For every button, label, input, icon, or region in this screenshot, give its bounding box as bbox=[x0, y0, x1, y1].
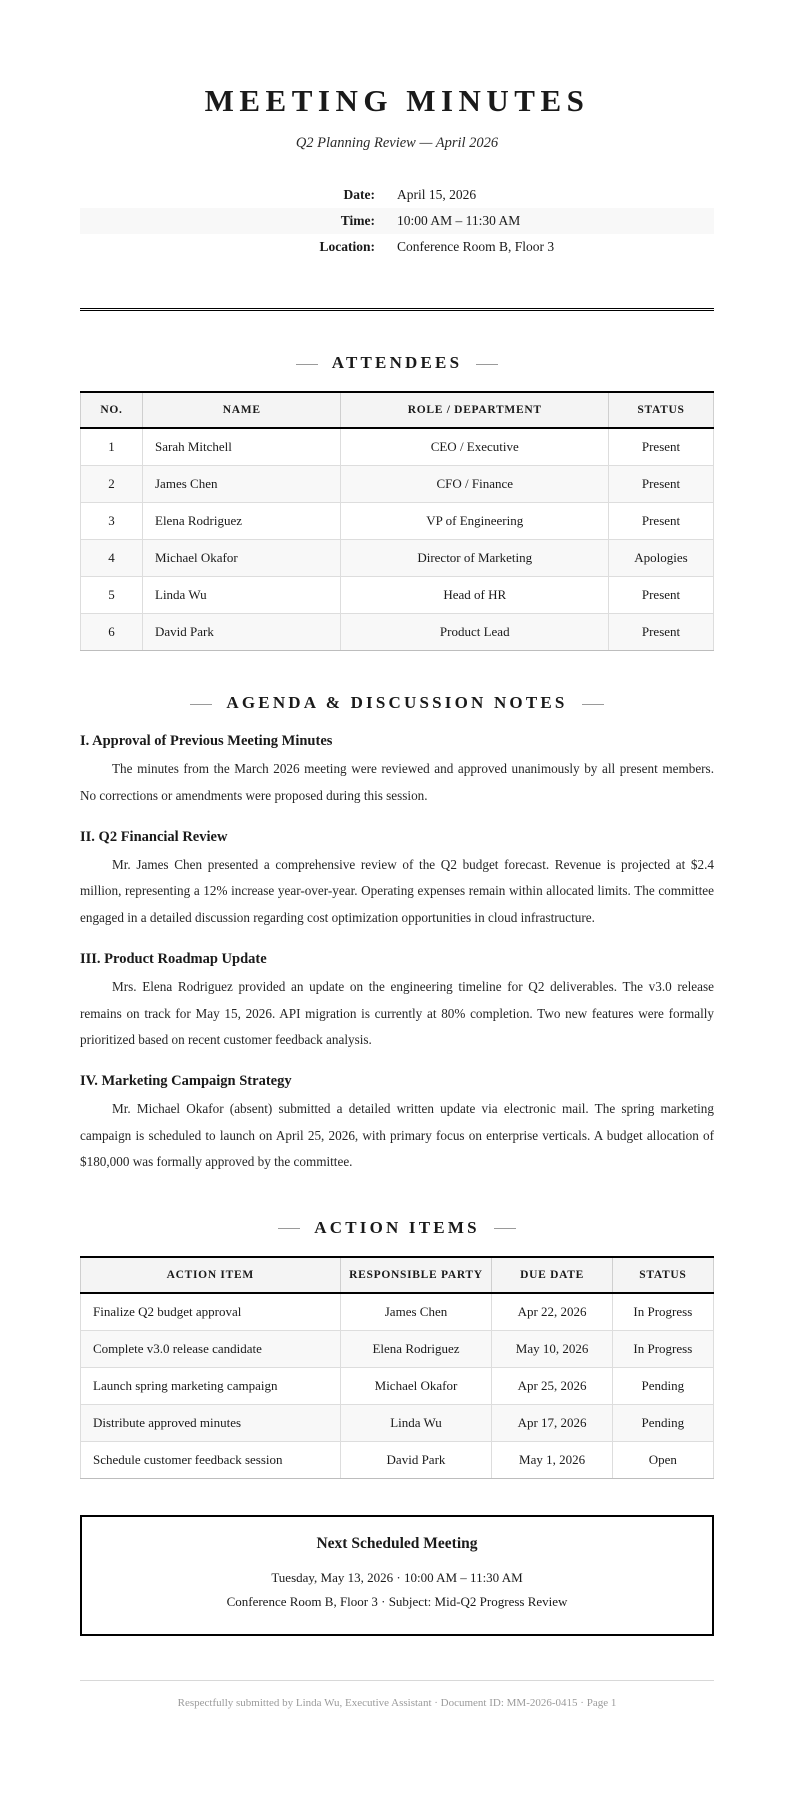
attendee-role: CFO / Finance bbox=[341, 466, 609, 503]
ornament-dash-right bbox=[476, 364, 498, 365]
attendee-role: VP of Engineering bbox=[341, 503, 609, 540]
agenda-item-title: II. Q2 Financial Review bbox=[80, 829, 228, 845]
table-row bbox=[81, 614, 714, 651]
ornament-dash-right bbox=[494, 1228, 516, 1229]
table-header-row bbox=[81, 392, 714, 428]
attendee-name: Sarah Mitchell bbox=[143, 428, 341, 466]
attendee-status: Present bbox=[609, 614, 714, 651]
action-item-party: Linda Wu bbox=[340, 1404, 492, 1441]
table-row bbox=[81, 1441, 714, 1478]
agenda-item bbox=[80, 951, 714, 1053]
action-item-party: David Park bbox=[340, 1441, 492, 1478]
meta-label-date: Date: bbox=[343, 187, 375, 203]
action-item-party: Michael Okafor bbox=[340, 1367, 492, 1404]
agenda-item-title: IV. Marketing Campaign Strategy bbox=[80, 1073, 292, 1090]
page-subtitle: Q2 Planning Review — April 2026 bbox=[295, 135, 499, 152]
ornament-dash-left bbox=[190, 704, 212, 705]
attendees-table bbox=[80, 391, 714, 651]
section-heading-attendees-label: ATTENDEES bbox=[331, 353, 463, 373]
agenda-item-body: Mrs. Elena Rodriguez provided an update on the engineering timeline for Q2 deliverables. The v3.0 release remains on track for May 15, 2026. API migration is currently at 80% completion. Two new features were formally prioritized based on recent customer feedback analysis. bbox=[80, 979, 714, 1048]
attendee-no: 4 bbox=[81, 540, 143, 577]
action-item-party: Elena Rodriguez bbox=[340, 1330, 492, 1367]
action-item-due-date: Apr 22, 2026 bbox=[492, 1293, 612, 1331]
action-item-name: Launch spring marketing campaign bbox=[81, 1367, 341, 1404]
next-meeting-location: Conference Room B, Floor 3 · Subject: Mid-Q2 Progress Review bbox=[226, 1593, 568, 1609]
attendee-status: Present bbox=[609, 577, 714, 614]
attendee-no: 6 bbox=[81, 614, 143, 651]
attendee-no: 1 bbox=[81, 428, 143, 466]
status-badge: Pending bbox=[612, 1367, 713, 1404]
attendee-status: Present bbox=[609, 428, 714, 466]
status-badge: In Progress bbox=[612, 1293, 713, 1331]
attendee-role: Product Lead bbox=[341, 614, 609, 651]
agenda-item bbox=[80, 733, 714, 809]
next-meeting-title: Next Scheduled Meeting bbox=[316, 1534, 478, 1552]
header-divider bbox=[80, 308, 714, 311]
ornament-dash-left bbox=[278, 1228, 300, 1229]
meta-row-time bbox=[80, 208, 714, 234]
action-item-due-date: May 1, 2026 bbox=[492, 1441, 612, 1478]
agenda-item bbox=[80, 829, 714, 931]
table-row bbox=[81, 503, 714, 540]
status-badge: In Progress bbox=[612, 1330, 713, 1367]
attendee-name: David Park bbox=[143, 614, 341, 651]
document-footer: Respectfully submitted by Linda Wu, Executive Assistant · Document ID: MM-2026-0415 · Page 1 bbox=[80, 1680, 714, 1709]
attendee-name: Michael Okafor bbox=[143, 540, 341, 577]
action-item-name: Complete v3.0 release candidate bbox=[81, 1330, 341, 1367]
action-items-table bbox=[80, 1256, 714, 1479]
attendee-status: Apologies bbox=[609, 540, 714, 577]
attendee-no: 5 bbox=[81, 577, 143, 614]
column-header-due-date: DUE DATE bbox=[492, 1257, 612, 1293]
attendee-name: Linda Wu bbox=[143, 577, 341, 614]
attendee-name: Elena Rodriguez bbox=[143, 503, 341, 540]
column-header-status: STATUS bbox=[609, 392, 714, 428]
action-item-name: Schedule customer feedback session bbox=[81, 1441, 341, 1478]
meta-table bbox=[80, 182, 714, 260]
next-meeting-box bbox=[80, 1515, 714, 1636]
table-row bbox=[81, 1367, 714, 1404]
agenda-item-title: I. Approval of Previous Meeting Minutes bbox=[80, 733, 333, 750]
meta-label-time: Time: bbox=[340, 213, 375, 229]
meta-row-location bbox=[80, 234, 714, 260]
ornament-dash-right bbox=[582, 704, 604, 705]
attendee-status: Present bbox=[609, 466, 714, 503]
page-title: MEETING MINUTES bbox=[204, 83, 590, 118]
meta-row-date bbox=[80, 182, 714, 208]
table-row bbox=[81, 428, 714, 466]
column-header-role: ROLE / DEPARTMENT bbox=[341, 392, 609, 428]
section-heading-attendees bbox=[80, 353, 714, 373]
action-item-due-date: May 10, 2026 bbox=[492, 1330, 612, 1367]
column-header-status: STATUS bbox=[612, 1257, 713, 1293]
ornament-dash-left bbox=[296, 364, 318, 365]
attendee-role: Head of HR bbox=[341, 577, 609, 614]
agenda-item-body: Mr. Michael Okafor (absent) submitted a detailed written update via electronic mail. The spring marketing campaign is scheduled to launch on April 25, 2026, with primary focus on enterprise verticals. A budget allocation of $180,000 was formally approved by the committee. bbox=[80, 1101, 714, 1170]
column-header-responsible-party: RESPONSIBLE PARTY bbox=[340, 1257, 492, 1293]
meta-value-location: Conference Room B, Floor 3 bbox=[397, 239, 555, 255]
next-meeting-datetime: Tuesday, May 13, 2026 · 10:00 AM – 11:30 AM bbox=[271, 1569, 523, 1585]
meta-label-location: Location: bbox=[319, 239, 375, 255]
attendee-name: James Chen bbox=[143, 466, 341, 503]
table-row bbox=[81, 466, 714, 503]
table-row bbox=[81, 577, 714, 614]
table-header-row bbox=[81, 1257, 714, 1293]
section-heading-agenda-label: AGENDA & DISCUSSION NOTES bbox=[226, 693, 568, 713]
attendee-no: 3 bbox=[81, 503, 143, 540]
status-badge: Pending bbox=[612, 1404, 713, 1441]
meta-value-time: 10:00 AM – 11:30 AM bbox=[397, 213, 521, 229]
agenda-item bbox=[80, 1073, 714, 1175]
table-row bbox=[81, 1404, 714, 1441]
agenda-item-body: Mr. James Chen presented a comprehensive review of the Q2 budget forecast. Revenue is projected at $2.4 million, representing a 12% increase year-over-year. Operating expenses remain within allocated limits. The committee engaged in a detailed discussion regarding cost optimization opportunities in cloud infrastructure. bbox=[80, 857, 714, 925]
attendee-role: CEO / Executive bbox=[341, 428, 609, 466]
action-item-name: Finalize Q2 budget approval bbox=[81, 1293, 341, 1331]
action-item-due-date: Apr 25, 2026 bbox=[492, 1367, 612, 1404]
section-heading-action-items bbox=[80, 1218, 714, 1238]
column-header-action-item: ACTION ITEM bbox=[81, 1257, 341, 1293]
action-item-name: Distribute approved minutes bbox=[81, 1404, 341, 1441]
action-item-party: James Chen bbox=[340, 1293, 492, 1331]
table-row bbox=[81, 540, 714, 577]
meta-value-date: April 15, 2026 bbox=[397, 187, 477, 203]
attendee-status: Present bbox=[609, 503, 714, 540]
attendee-role: Director of Marketing bbox=[341, 540, 609, 577]
status-badge: Open bbox=[612, 1441, 713, 1478]
section-heading-action-items-label: ACTION ITEMS bbox=[314, 1217, 480, 1237]
attendee-no: 2 bbox=[81, 466, 143, 503]
action-item-due-date: Apr 17, 2026 bbox=[492, 1404, 612, 1441]
section-heading-agenda bbox=[80, 693, 714, 713]
column-header-name: NAME bbox=[143, 392, 341, 428]
column-header-no: NO. bbox=[81, 392, 143, 428]
table-row bbox=[81, 1293, 714, 1331]
agenda-item-body: The minutes from the March 2026 meeting were reviewed and approved unanimously by all present members. No corrections or amendments were proposed during this session. bbox=[80, 761, 714, 803]
table-row bbox=[81, 1330, 714, 1367]
agenda-item-title: III. Product Roadmap Update bbox=[80, 951, 267, 968]
